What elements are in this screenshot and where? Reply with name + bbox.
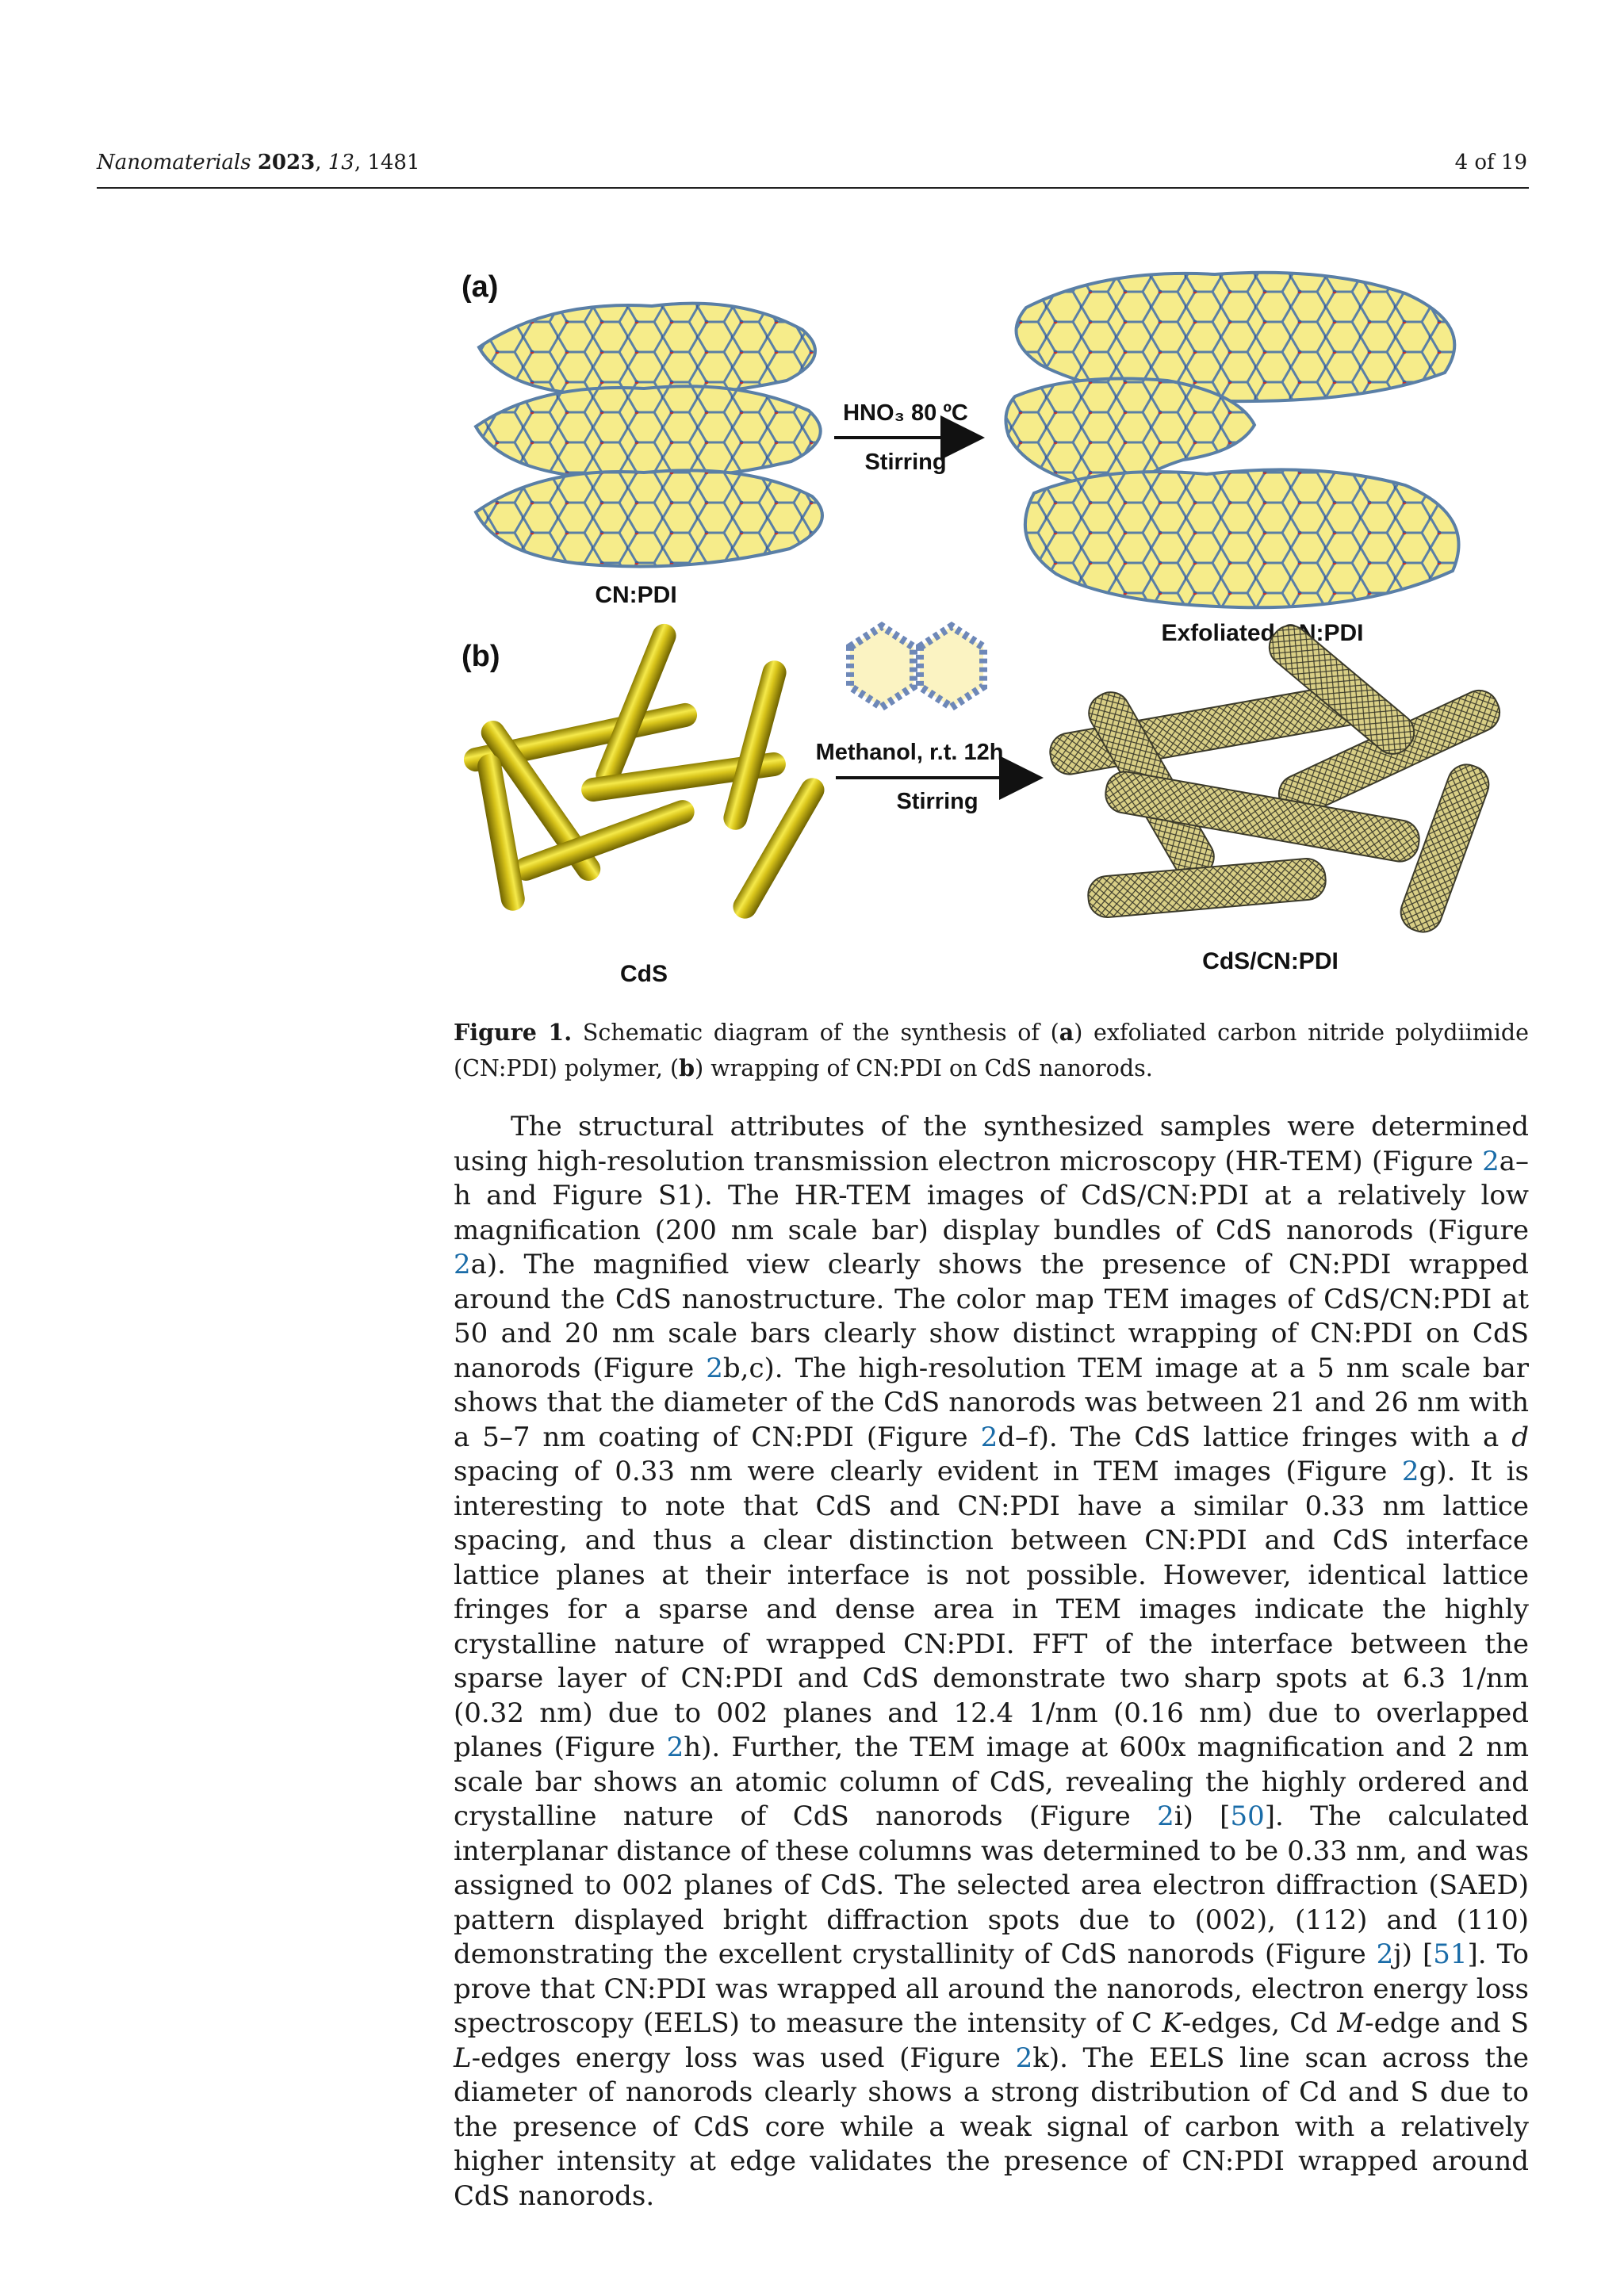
text-run: k). The EELS line scan across the diameter of nanorods clearly shows a strong distribution of Cd and S due to the presence of CdS core while a weak signal of carbon with a relatively higher intensity at edge validates the presence of CN:PDI wrapped around CdS nanorods. bbox=[454, 2042, 1529, 2212]
text-run: spacing of 0.33 nm were clearly evident in TEM images (Figure bbox=[454, 1456, 1402, 1487]
text-run: -edges energy loss was used (Figure bbox=[471, 2042, 1016, 2074]
cnpdi-sheet-middle bbox=[476, 386, 821, 479]
italic-symbol: M bbox=[1337, 2007, 1365, 2039]
text-run: b,c). The high-resolution TEM image at a 5 nm scale bar shows that the diameter of the CdS nanorods was between 21 and 26 nm with a 5–7 nm coating of CN:PDI (Figure bbox=[454, 1352, 1529, 1453]
cnpdi-label: CN:PDI bbox=[595, 582, 677, 608]
figure-caption-label: Figure 1. bbox=[454, 1019, 573, 1046]
text-run: d–f). The CdS lattice fringes with a bbox=[998, 1421, 1512, 1453]
panel-a-arrow-stirring: Stirring bbox=[864, 450, 947, 475]
panel-b-arrow-stirring: Stirring bbox=[896, 789, 979, 814]
exfoliated-sheets bbox=[1005, 273, 1458, 608]
figure-link[interactable]: 2 bbox=[1376, 1938, 1394, 1970]
caption-panel-b: b bbox=[679, 1054, 695, 1081]
text-run: -edges, Cd bbox=[1182, 2007, 1338, 2039]
figure-link[interactable]: 2 bbox=[1482, 1145, 1500, 1177]
text-run: h). Further, the TEM image at 600x magnification and 2 nm scale bar shows an atomic column of CdS, revealing the highly ordered and crystalline nature of CdS nanorods (Figure bbox=[454, 1732, 1529, 1832]
cds-rod bbox=[721, 658, 789, 832]
italic-symbol: d bbox=[1511, 1421, 1529, 1453]
journal-name: Nanomaterials bbox=[97, 151, 251, 174]
journal-volume: 13 bbox=[327, 151, 354, 174]
cnpdi-unit-structure bbox=[850, 626, 983, 707]
page-header bbox=[97, 151, 1527, 182]
italic-symbol: L bbox=[454, 2042, 472, 2074]
citation-link[interactable]: 51 bbox=[1433, 1938, 1468, 1970]
figure-link[interactable]: 2 bbox=[980, 1421, 998, 1453]
panel-a-label: (a) bbox=[462, 270, 499, 304]
caption-text: ) exfoliated carbon nitride polydiimide (CN:PDI) polymer, ( bbox=[454, 1020, 1529, 1081]
exfoliated-sheet-bottom bbox=[1025, 469, 1459, 607]
text-run: g). It is interesting to note that CdS and CN:PDI have a similar 0.33 nm lattice spacing, and thus a clear distinction between CN:PDI and CdS interface lattice planes at their interface is not possible. However, identical lattice fringes for a sparse and dense area in TEM images indicate the highly crystalline nature of wrapped CN:PDI. FFT of the interface between the sparse layer of CN:PDI and CdS demonstrate two sharp spots at 6.3 1/nm (0.32 nm) due to 002 planes and 12.4 1/nm (0.16 nm) due to overlapped planes (Figure bbox=[454, 1456, 1529, 1763]
citation-link[interactable]: 50 bbox=[1230, 1800, 1265, 1832]
figure-1 bbox=[454, 262, 1529, 991]
caption-text: ) wrapping of CN:PDI on CdS nanorods. bbox=[695, 1055, 1153, 1081]
journal-year: 2023 bbox=[257, 151, 316, 174]
figure-caption bbox=[454, 1015, 1529, 1086]
text-run: a). The magnified view clearly shows the presence of CN:PDI wrapped around the CdS nanostructure. The color map TEM images of CdS/CN:PDI at 50 and 20 nm scale bars clearly show distinct wrapping of CN:PDI on CdS nanorods (Figure bbox=[454, 1249, 1529, 1384]
exfoliated-label: Exfoliated CN:PDI bbox=[1161, 620, 1364, 646]
caption-text: Schematic diagram of the synthesis of ( bbox=[572, 1020, 1059, 1046]
cnpdi-stacked-sheets bbox=[476, 304, 822, 567]
panel-b-label: (b) bbox=[462, 640, 500, 673]
text-run: j) [ bbox=[1393, 1938, 1434, 1970]
journal-citation: Nanomaterials 2023, 13, 1481 bbox=[97, 151, 420, 174]
cnpdi-sheet-bottom bbox=[476, 470, 822, 566]
wrapped-nanotubes bbox=[1048, 618, 1506, 937]
text-run: -edge and S bbox=[1365, 2007, 1529, 2039]
body-text bbox=[454, 1110, 1529, 2214]
cds-label: CdS bbox=[620, 961, 668, 987]
cds-rod bbox=[592, 620, 680, 790]
cds-nanorods bbox=[462, 620, 829, 923]
text-run: i) [ bbox=[1174, 1800, 1231, 1832]
figure-link[interactable]: 2 bbox=[1157, 1800, 1174, 1832]
figure-link[interactable]: 2 bbox=[454, 1249, 471, 1280]
article-number: 1481 bbox=[367, 151, 420, 174]
cnpdi-sheet-top bbox=[479, 304, 815, 396]
cds-cnpdi-label: CdS/CN:PDI bbox=[1202, 948, 1339, 974]
panel-a-arrow-condition: HNO₃ 80 ºC bbox=[843, 400, 968, 426]
text-run: The structural attributes of the synthesized samples were determined using high-resolution transmission electron microscopy (HR-TEM) (Figure bbox=[454, 1111, 1529, 1177]
header-rule bbox=[97, 187, 1529, 189]
figure-link[interactable]: 2 bbox=[1401, 1456, 1419, 1487]
figure-1-schematic bbox=[454, 262, 1529, 991]
text-run: ]. To prove that CN:PDI was wrapped all around the nanorods, electron energy loss spectroscopy (EELS) to measure the intensity of C bbox=[454, 1938, 1529, 2039]
page-number: 4 of 19 bbox=[1454, 151, 1527, 174]
figure-link[interactable]: 2 bbox=[706, 1352, 723, 1384]
text-run: ]. The calculated interplanar distance of these columns was determined to be 0.33 nm, and was assigned to 002 planes of CdS. The selected area electron diffraction (SAED) pattern displayed bright diffraction spots due to (002), (112) and (110) demonstrating the excellent crystallinity of CdS nanorods (Figure bbox=[454, 1800, 1529, 1970]
body-paragraph bbox=[454, 1110, 1529, 2214]
figure-link[interactable]: 2 bbox=[666, 1732, 684, 1763]
italic-symbol: K bbox=[1162, 2007, 1182, 2039]
text-run: a–h and Figure S1). The HR-TEM images of CdS/CN:PDI at a relatively low magnification (200 nm scale bar) display bundles of CdS nanorods (Figure bbox=[454, 1145, 1529, 1246]
panel-b-arrow-condition: Methanol, r.t. 12h bbox=[815, 740, 1004, 765]
figure-link[interactable]: 2 bbox=[1015, 2042, 1033, 2074]
caption-panel-a: a bbox=[1059, 1019, 1074, 1046]
